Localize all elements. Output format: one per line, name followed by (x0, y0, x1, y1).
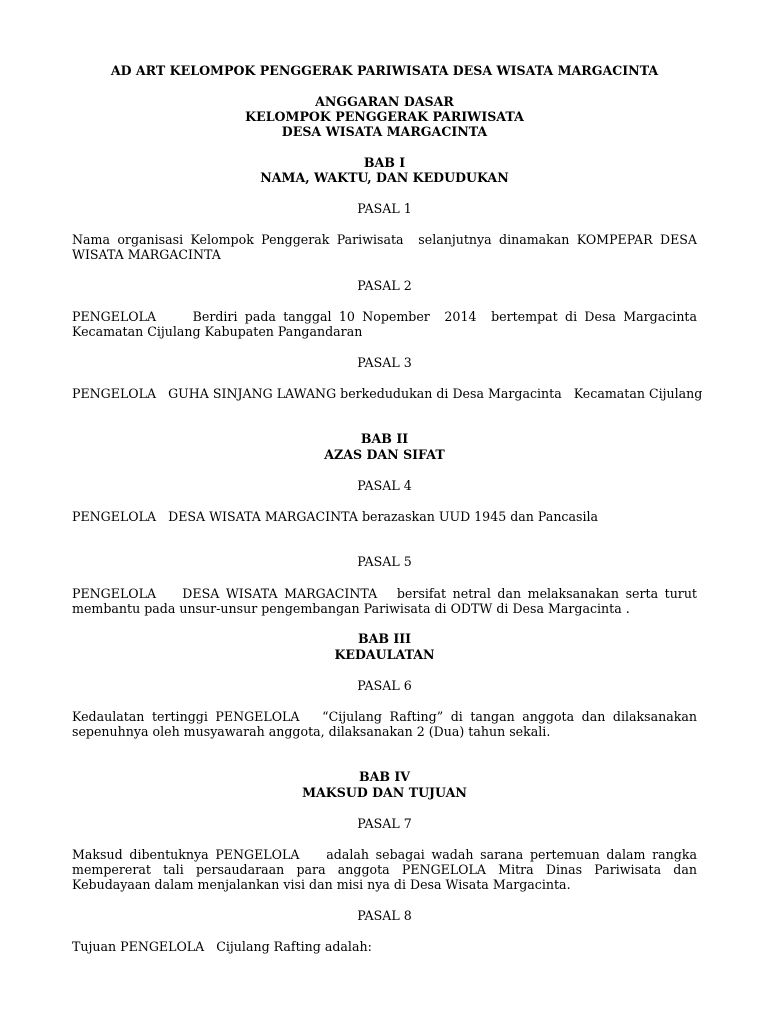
pasal-3-title: PASAL 3 (357, 355, 412, 370)
header-line-2: KELOMPOK PENGGERAK PARIWISATA (245, 109, 524, 124)
bab-4-title: BAB IV (358, 769, 411, 784)
pasal-2-line-2: Kecamatan Cijulang Kabupaten Pangandaran (72, 324, 363, 339)
pasal-1-title: PASAL 1 (357, 201, 412, 216)
bab-1-title: BAB I (363, 155, 406, 170)
pasal-5-line-2: membantu pada unsur-unsur pengembangan Pariwisata di ODTW di Desa Margacinta . (72, 601, 630, 616)
bab-3-subtitle: KEDAULATAN (334, 647, 435, 662)
pasal-4-line-1: PENGELOLA DESA WISATA MARGACINTA berazaskan UUD 1945 dan Pancasila (72, 509, 599, 524)
bab-3-title: BAB III (357, 631, 412, 646)
header-line-3: DESA WISATA MARGACINTA (281, 124, 488, 139)
pasal-2-title: PASAL 2 (357, 278, 412, 293)
pasal-3-line-1: PENGELOLA GUHA SINJANG LAWANG berkedudukan di Desa Margacinta Kecamatan Cijulang (72, 386, 703, 401)
pasal-8-line-1: Tujuan PENGELOLA Cijulang Rafting adalah: (72, 939, 372, 954)
pasal-7-line-2: mempererat tali persaudaraan para anggota PENGELOLA Mitra Dinas Pariwisata dan (72, 862, 697, 877)
bab-1-subtitle: NAMA, WAKTU, DAN KEDUDUKAN (260, 170, 509, 185)
pasal-6-line-2: sepenuhnya oleh musyawarah anggota, dilaksanakan 2 (Dua) tahun sekali. (72, 724, 551, 739)
bab-2-title: BAB II (360, 431, 409, 446)
pasal-2-line-1: PENGELOLA Berdiri pada tanggal 10 Nopember 2014 bertempat di Desa Margacinta (72, 309, 697, 324)
pasal-1-line-1: Nama organisasi Kelompok Penggerak Pariwisata selanjutnya dinamakan KOMPEPAR DESA (72, 232, 697, 247)
pasal-7-line-3: Kebudayaan dalam menjalankan visi dan misi nya di Desa Wisata Margacinta. (72, 877, 571, 892)
document-title: AD ART KELOMPOK PENGGERAK PARIWISATA DESA WISATA MARGACINTA (110, 63, 659, 78)
bab-2-subtitle: AZAS DAN SIFAT (324, 447, 445, 462)
pasal-5-title: PASAL 5 (357, 554, 412, 569)
pasal-8-title: PASAL 8 (357, 908, 412, 923)
pasal-7-line-1: Maksud dibentuknya PENGELOLA adalah sebagai wadah sarana pertemuan dalam rangka (72, 847, 697, 862)
header-line-1: ANGGARAN DASAR (315, 94, 454, 109)
pasal-6-line-1: Kedaulatan tertinggi PENGELOLA “Cijulang Rafting” di tangan anggota dan dilaksanakan (72, 709, 697, 724)
pasal-6-title: PASAL 6 (357, 678, 412, 693)
pasal-7-title: PASAL 7 (357, 816, 412, 831)
pasal-5-line-1: PENGELOLA DESA WISATA MARGACINTA bersifat netral dan melaksanakan serta turut (72, 586, 697, 601)
pasal-4-title: PASAL 4 (357, 478, 412, 493)
pasal-1-line-2: WISATA MARGACINTA (72, 247, 221, 262)
bab-4-subtitle: MAKSUD DAN TUJUAN (302, 785, 467, 800)
